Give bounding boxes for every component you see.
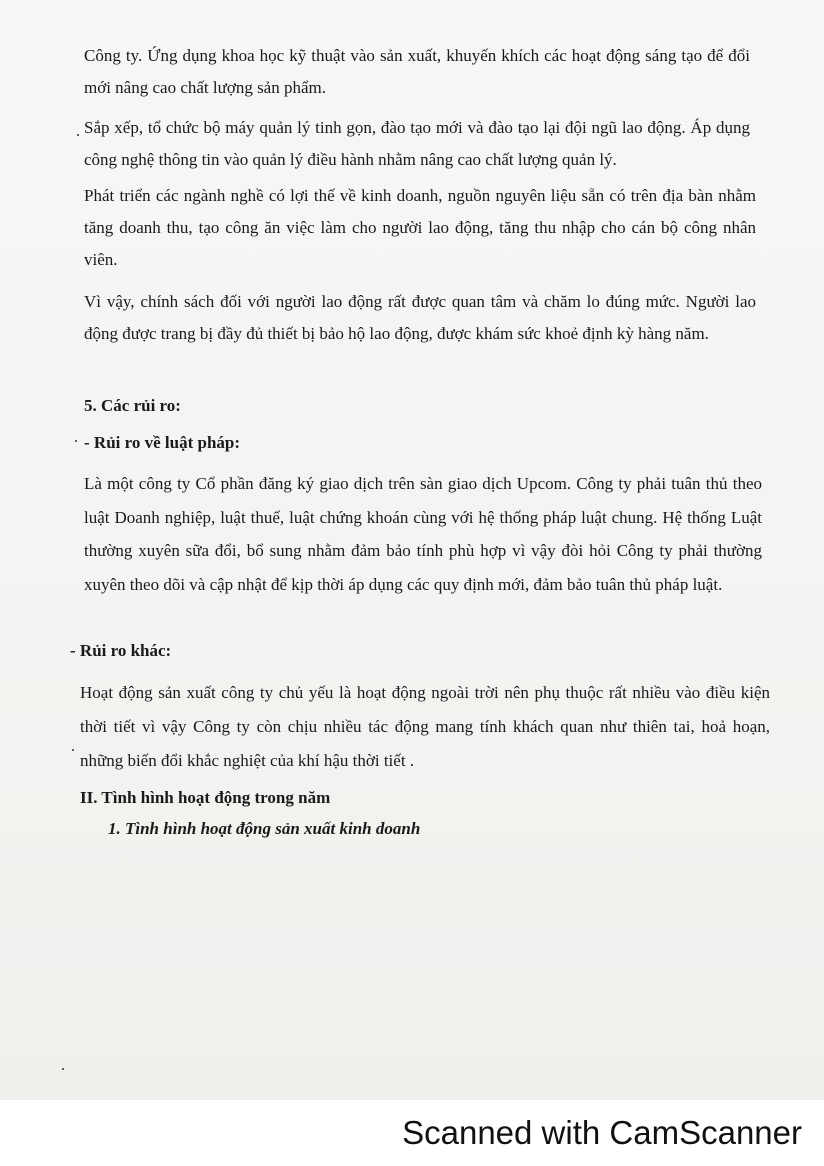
section-5-title: 5. Các rủi ro:: [84, 396, 181, 415]
other-risk-title: - Rủi ro khác:: [70, 641, 172, 660]
legal-risk-title: - Rủi ro về luật pháp:: [84, 433, 241, 452]
paragraph-innovation: Công ty. Ứng dụng khoa học kỹ thuật vào sản xuất, khuyến khích các hoạt động sáng tạo để đổi mới nâng cao chất lượng sản phẩm.: [84, 46, 750, 97]
camscanner-watermark: Scanned with CamScanner: [402, 1114, 802, 1151]
scan-speck: [62, 1068, 64, 1070]
paragraph-labor-policy: Vì vậy, chính sách đối với người lao động rất được quan tâm và chăm lo đúng mức. Người lao động được trang bị đầy đủ thiết bị bảo hộ lao động, được khám sức khoẻ định kỳ hàng năm.: [84, 292, 756, 343]
paragraph-development: Phát triển các ngành nghề có lợi thế về kinh doanh, nguồn nguyên liệu sẵn có trên địa bàn nhằm tăng doanh thu, tạo công ăn việc làm cho người lao động, tăng thu nhập cho cán bộ công nhân viên.: [84, 186, 756, 269]
scan-speck: [75, 440, 77, 442]
legal-risk-paragraph: Là một công ty Cổ phần đăng ký giao dịch trên sàn giao dịch Upcom. Công ty phải tuân thủ theo luật Doanh nghiệp, luật thuế, luật chứng khoán cùng với hệ thống pháp luật chung. Hệ thống Luật thường xuyên sữa đổi, bổ sung nhằm đảm bảo tính phù hợp vì vậy đòi hỏi Công ty phải thường xuyên theo dõi và cập nhật để kịp thời áp dụng các quy định mới, đảm bảo tuân thủ pháp luật.: [84, 474, 762, 594]
section-II-title: II. Tình hình hoạt động trong năm: [80, 788, 331, 807]
other-risk-paragraph: Hoạt động sản xuất công ty chủ yếu là hoạt động ngoài trời nên phụ thuộc rất nhiều vào điều kiện thời tiết vì vậy Công ty còn chịu nhiều tác động mang tính khách quan như thiên tai, hoả hoạn, những biến đổi khắc nghiệt của khí hậu thời tiết .: [80, 683, 770, 770]
section-II-1-title: 1. Tình hình hoạt động sản xuất kinh doanh: [108, 819, 421, 838]
scan-speck: [77, 134, 79, 136]
scan-speck: [72, 749, 74, 751]
paragraph-organization: Sắp xếp, tổ chức bộ máy quản lý tinh gọn, đào tạo mới và đào tạo lại đội ngũ lao động. Áp dụng công nghệ thông tin vào quản lý điều hành nhằm nâng cao chất lượng quản lý.: [84, 118, 750, 169]
